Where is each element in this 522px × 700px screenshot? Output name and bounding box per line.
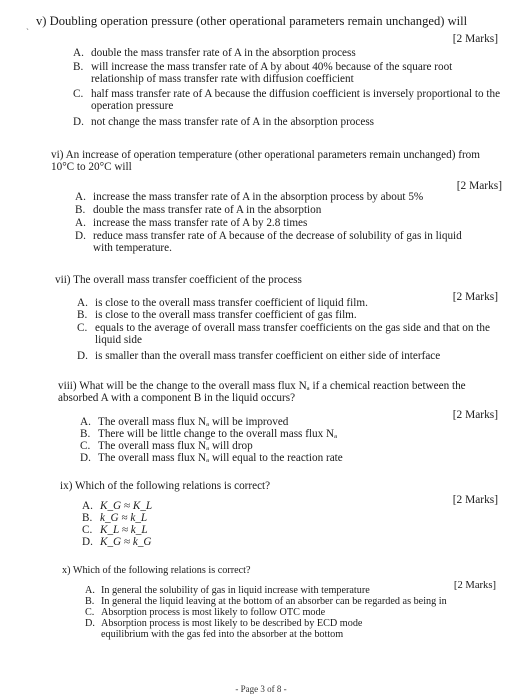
option-text: is close to the overall mass transfer coefficient of liquid film. (95, 297, 368, 309)
question-stem: ix) Which of the following relations is correct? (60, 480, 271, 492)
option-text: double the mass transfer rate of A in the absorption process (91, 47, 356, 59)
option-letter: D. (77, 350, 88, 362)
option-text: K_G ≈ k_G (100, 536, 152, 548)
option-text: increase the mass transfer rate of A in the absorption process by about 5% (93, 191, 424, 203)
question-ix (0, 475, 522, 560)
option-text: is smaller than the overall mass transfer coefficient on either side of interface (95, 350, 441, 362)
option-text: K_G ≈ K_L (100, 500, 153, 512)
question-stem: v) Doubling operation pressure (other operational parameters remain unchanged) will (36, 14, 468, 28)
option-text: Absorption process is most likely to follow OTC mode (101, 607, 326, 618)
option-letter: C. (80, 440, 91, 452)
option-letter: A. (75, 191, 86, 203)
option-text: equals to the average of overall mass transfer coefficients on the gas side and that on the liquid side (95, 322, 490, 347)
question-x (0, 560, 522, 675)
question-stem: viii) What will be the change to the overall mass flux Nₐ if a chemical reaction between the absorbed A with a component B in the liquid occurs? (58, 380, 466, 405)
option-letter: B. (85, 596, 95, 607)
option-letter: C. (82, 524, 93, 536)
option-letter: D. (85, 618, 95, 629)
marks-label: [2 Marks] (456, 180, 502, 192)
question-v (0, 0, 522, 140)
option-letter: D. (73, 116, 84, 128)
option-letter: B. (80, 428, 91, 440)
option-text: reduce mass transfer rate of A because of the decrease of solubility of gas in liquid with temperature. (93, 230, 462, 255)
option-text: increase the mass transfer rate of A by 2.8 times (93, 217, 308, 229)
option-text: The overall mass flux Nₐ will be improved (98, 416, 289, 428)
option-letter: B. (82, 512, 93, 524)
option-letter: D. (75, 230, 86, 242)
option-letter: C. (77, 322, 88, 334)
option-text: not change the mass transfer rate of A in the absorption process (91, 116, 375, 128)
question-stem: x) Which of the following relations is correct? (62, 565, 251, 576)
option-letter: C. (85, 607, 95, 618)
option-letter: A. (82, 500, 93, 512)
option-letter: D. (82, 536, 93, 548)
option-letter: B. (77, 309, 88, 321)
question-vi (0, 140, 522, 265)
option-text: The overall mass flux Nₐ will drop (98, 440, 253, 452)
option-text: In general the solubility of gas in liquid increase with temperature (101, 585, 370, 596)
question-vii (0, 265, 522, 375)
option-letter: D. (80, 452, 91, 464)
option-text: The overall mass flux Nₐ will equal to the reaction rate (98, 452, 343, 464)
marks-label: [2 Marks] (452, 494, 498, 506)
option-text: will increase the mass transfer rate of A by about 40% because of the square root relationship of mass transfer rate with diffusion coefficient (91, 61, 453, 86)
option-letter: A. (85, 585, 95, 596)
option-letter: B. (73, 61, 84, 73)
question-viii (0, 375, 522, 475)
marks-label: [2 Marks] (452, 33, 498, 45)
option-text: In general the liquid leaving at the bottom of an absorber can be regarded as being in (101, 596, 447, 607)
option-text: Absorption process is most likely to be described by ECD mode equilibrium with the gas fed into the absorber at the bottom (101, 618, 363, 640)
question-stem: vii) The overall mass transfer coefficient of the process (55, 274, 302, 286)
question-stem: vi) An increase of operation temperature (other operational parameters remain unchanged) from 10°C to 20°C will (51, 149, 480, 174)
option-letter: A. (73, 47, 84, 59)
marks-label: [2 Marks] (452, 409, 498, 421)
option-letter: C. (73, 88, 84, 100)
marks-label: [2 Marks] (453, 580, 496, 591)
option-letter: A. (80, 416, 91, 428)
marks-label: [2 Marks] (452, 291, 498, 303)
page-footer: - Page 3 of 8 - (235, 684, 287, 694)
option-text: k_G ≈ k_L (100, 512, 148, 524)
stray-mark: ` (26, 27, 29, 37)
option-letter: B. (75, 204, 86, 216)
option-text: double the mass transfer rate of A in the absorption (93, 204, 322, 216)
option-text: K_L ≈ k_L (100, 524, 148, 536)
option-letter: A. (77, 297, 88, 309)
option-text: is close to the overall mass transfer coefficient of gas film. (95, 309, 357, 321)
option-text: There will be little change to the overall mass flux Nₐ (98, 428, 338, 440)
option-letter: A. (75, 217, 86, 229)
option-text: half mass transfer rate of A because the diffusion coefficient is inversely proportional to the operation pressure (91, 88, 501, 113)
